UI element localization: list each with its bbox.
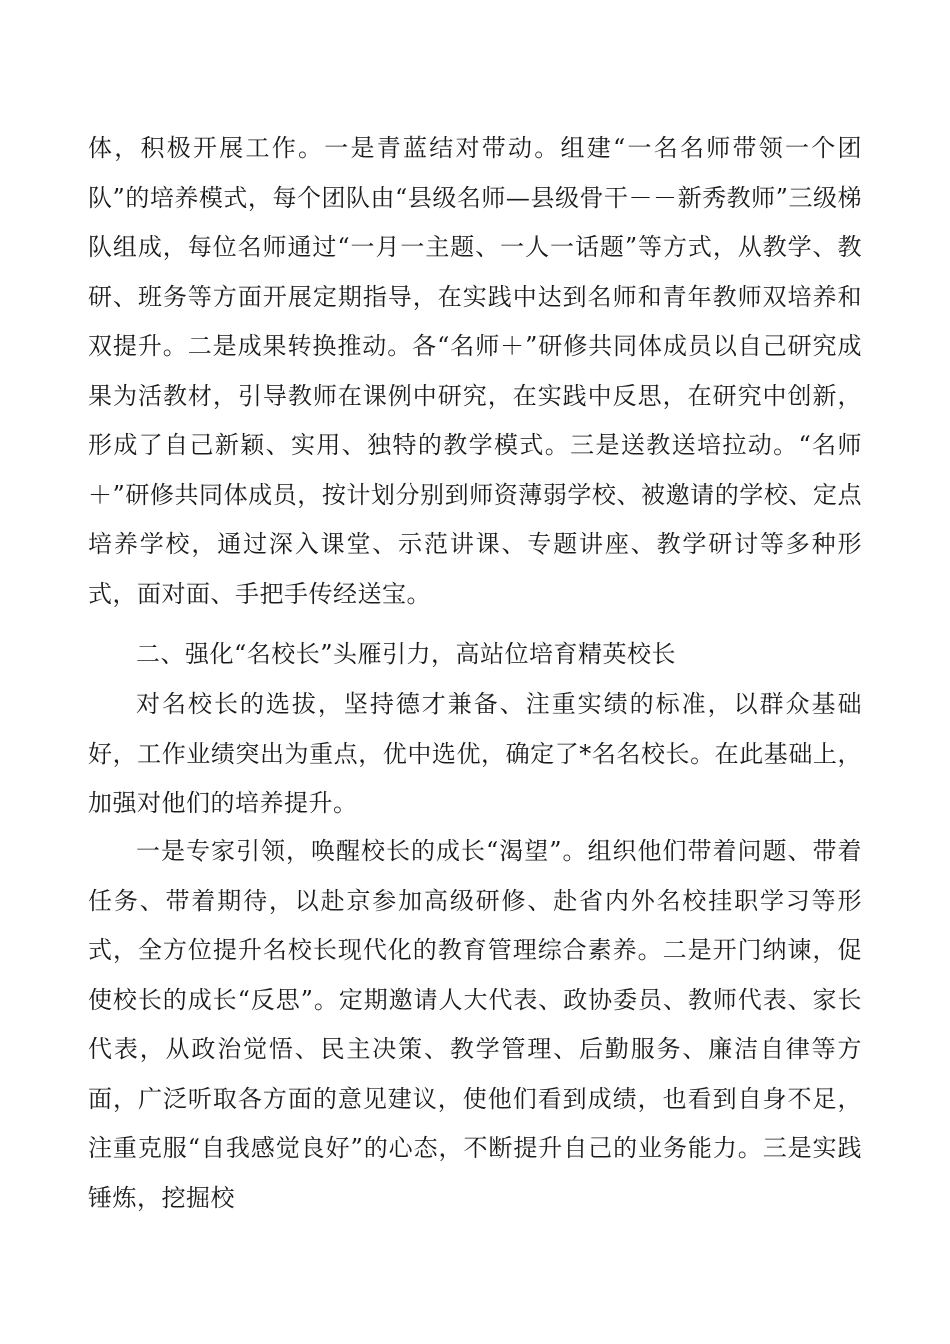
section-heading: 二、强化“名校长”头雁引力，高站位培育精英校长 (136, 640, 677, 668)
paragraph-measures: 一是专家引领，唤醒校长的成长“渴望”。组织他们带着问题、带着任务、带着期待，以赴京参加高级研修、赴省内外名校挂职学习等形式，全方位提升名校长现代化的教育管理综合素养。二是开门纳谏，促使校长的成长“反思”。定期邀请人大代表、政协委员、教师代表、家长代表，从政治觉悟、民主决策、教学管理、后勤服务、廉洁自律等方面，广泛听取各方面的意见建议，使他们看到成绩，也看到自身不足，注重克服“自我感觉良好”的心态，不断提升自己的业务能力。三是实践锤炼，挖掘校 (88, 837, 862, 1212)
paragraph-continued: 体，积极开展工作。一是青蓝结对带动。组建“一名名师带领一个团队”的培养模式，每个团队由“县级名师—县级骨干－－新秀教师”三级梯队组成，每位名师通过“一月一主题、一人一话题”等方式，从教学、教研、班务等方面开展定期指导，在实践中达到名师和青年教师双培养和双提升。二是成果转换推动。各“名师＋”研修共同体成员以自己研究成果为活教材，引导教师在课例中研究，在实践中反思，在研究中创新，形成了自己新颖、实用、独特的教学模式。三是送教送培拉动。“名师＋”研修共同体成员，按计划分别到师资薄弱学校、被邀请的学校、定点培养学校，通过深入课堂、示范讲课、专题讲座、教学研讨等多种形式，面对面、手把手传经送宝。 (88, 134, 862, 608)
paragraph-selection: 对名校长的选拔，坚持德才兼备、注重实绩的标准，以群众基础好，工作业绩突出为重点，优中选优，确定了*名名校长。在此基础上，加强对他们的培养提升。 (88, 690, 862, 817)
